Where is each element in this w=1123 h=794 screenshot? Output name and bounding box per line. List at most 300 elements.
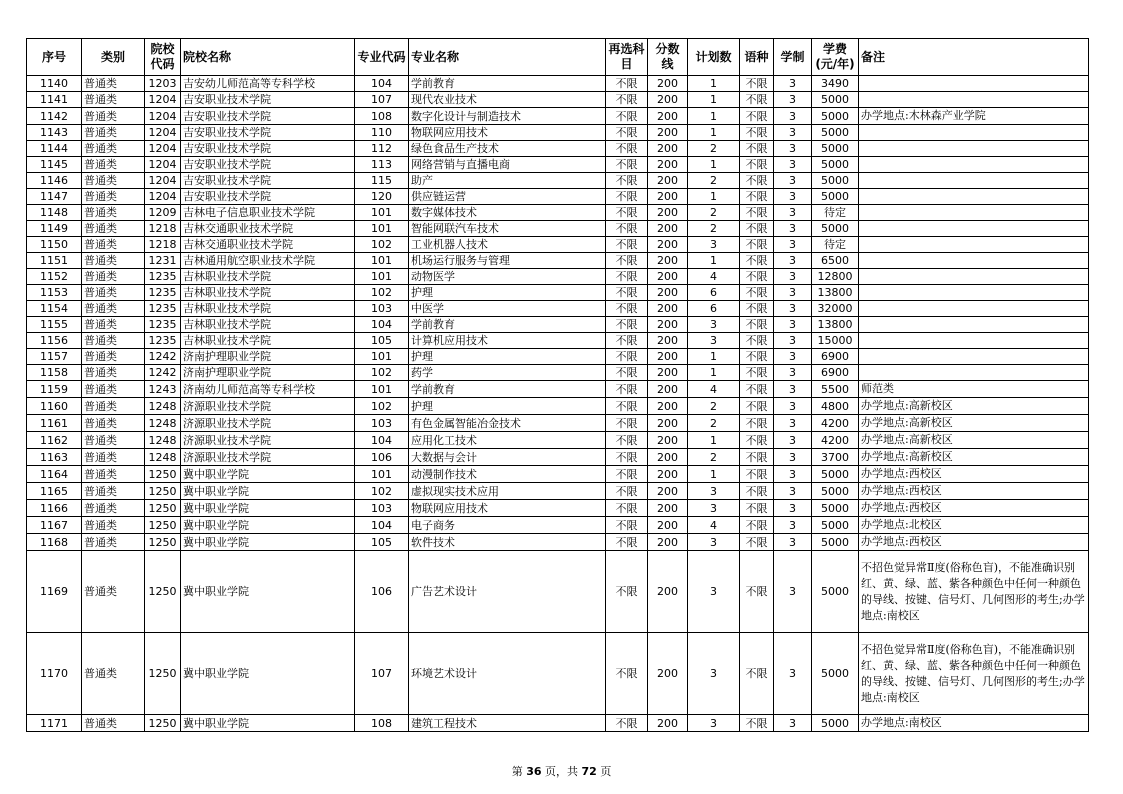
table-cell: 不限: [740, 517, 774, 534]
table-cell: 5000: [812, 125, 859, 141]
table-cell: 1250: [145, 517, 181, 534]
table-row: [27, 365, 1089, 381]
table-cell: 1150: [27, 237, 82, 253]
table-cell: 普通类: [82, 141, 145, 157]
table-cell: 普通类: [82, 381, 145, 398]
table-cell: 学前教育: [409, 76, 606, 92]
table-cell: 110: [355, 125, 409, 141]
table-cell: 4: [688, 517, 740, 534]
table-cell: 待定: [812, 237, 859, 253]
table-cell: 办学地点:北校区: [859, 517, 1089, 534]
table-cell: 不限: [740, 237, 774, 253]
table-cell: 105: [355, 333, 409, 349]
table-cell: 2: [688, 205, 740, 221]
table-cell: 1250: [145, 500, 181, 517]
table-cell: 2: [688, 141, 740, 157]
table-cell: 3: [688, 237, 740, 253]
table-cell: 101: [355, 205, 409, 221]
table-row: [27, 517, 1089, 534]
table-cell: 现代农业技术: [409, 92, 606, 108]
table-cell: 1158: [27, 365, 82, 381]
table-cell: 不限: [740, 301, 774, 317]
table-cell: 不限: [606, 333, 648, 349]
table-cell: 1235: [145, 317, 181, 333]
table-cell: 1231: [145, 253, 181, 269]
table-cell: 冀中职业学院: [181, 633, 355, 715]
table-cell: 1204: [145, 141, 181, 157]
table-cell: 102: [355, 365, 409, 381]
table-cell: 200: [648, 333, 688, 349]
table-cell: 不限: [606, 237, 648, 253]
column-header: 再选科目: [606, 39, 648, 76]
column-header: 分数线: [648, 39, 688, 76]
table-cell: 冀中职业学院: [181, 517, 355, 534]
table-cell: 不限: [606, 205, 648, 221]
table-cell: 普通类: [82, 398, 145, 415]
table-cell: [859, 205, 1089, 221]
table-cell: 3: [774, 483, 812, 500]
table-cell: 5000: [812, 108, 859, 125]
table-cell: 120: [355, 189, 409, 205]
table-cell: 200: [648, 449, 688, 466]
table-cell: 200: [648, 381, 688, 398]
table-cell: 不限: [740, 92, 774, 108]
table-cell: 3: [774, 551, 812, 633]
table-cell: 不限: [606, 551, 648, 633]
table-cell: 普通类: [82, 349, 145, 365]
table-cell: 不限: [740, 141, 774, 157]
table-row: [27, 551, 1089, 633]
table-cell: 吉林交通职业技术学院: [181, 221, 355, 237]
table-row: [27, 381, 1089, 398]
table-cell: 3: [774, 449, 812, 466]
table-row: [27, 141, 1089, 157]
table-cell: 大数据与会计: [409, 449, 606, 466]
table-cell: 不限: [606, 349, 648, 365]
table-cell: 1: [688, 157, 740, 173]
table-row: [27, 108, 1089, 125]
table-cell: 3: [688, 551, 740, 633]
table-cell: 3: [774, 92, 812, 108]
table-cell: 101: [355, 466, 409, 483]
table-cell: 不限: [606, 398, 648, 415]
table-cell: 吉林职业技术学院: [181, 285, 355, 301]
table-cell: 3: [774, 205, 812, 221]
table-cell: 3490: [812, 76, 859, 92]
table-cell: 3: [688, 483, 740, 500]
table-cell: 104: [355, 432, 409, 449]
table-cell: 1155: [27, 317, 82, 333]
table-cell: 1151: [27, 253, 82, 269]
table-cell: 吉林职业技术学院: [181, 317, 355, 333]
table-row: [27, 125, 1089, 141]
table-cell: 不限: [740, 269, 774, 285]
table-cell: 5000: [812, 141, 859, 157]
table-cell: 1170: [27, 633, 82, 715]
table-cell: 103: [355, 500, 409, 517]
table-row: [27, 301, 1089, 317]
table-cell: 101: [355, 269, 409, 285]
table-cell: 吉林职业技术学院: [181, 333, 355, 349]
table-cell: 3: [774, 108, 812, 125]
table-cell: 普通类: [82, 173, 145, 189]
table-cell: 办学地点:西校区: [859, 466, 1089, 483]
table-row: [27, 189, 1089, 205]
table-cell: 5000: [812, 221, 859, 237]
table-cell: 1164: [27, 466, 82, 483]
table-cell: 1248: [145, 432, 181, 449]
table-cell: 建筑工程技术: [409, 715, 606, 732]
table-cell: 普通类: [82, 76, 145, 92]
table-cell: 6900: [812, 349, 859, 365]
column-header: 院校代码: [145, 39, 181, 76]
table-cell: 3: [774, 365, 812, 381]
table-row: [27, 449, 1089, 466]
table-cell: 普通类: [82, 317, 145, 333]
table-cell: 200: [648, 551, 688, 633]
column-header: 序号: [27, 39, 82, 76]
table-cell: 办学地点:高新校区: [859, 432, 1089, 449]
table-cell: 5000: [812, 715, 859, 732]
table-cell: 4200: [812, 432, 859, 449]
table-cell: 1153: [27, 285, 82, 301]
table-cell: 吉林电子信息职业技术学院: [181, 205, 355, 221]
table-cell: 200: [648, 365, 688, 381]
table-cell: 普通类: [82, 415, 145, 432]
table-cell: 不招色觉异常Ⅱ度(俗称色盲)，不能准确识别红、黄、绿、蓝、紫各种颜色中任何一种颜色的导线、按键、信号灯、几何图形的考生;办学地点:南校区: [859, 633, 1089, 715]
footer-middle: 页，共: [545, 765, 578, 778]
table-cell: 5000: [812, 466, 859, 483]
table-cell: 1: [688, 349, 740, 365]
table-cell: 1: [688, 466, 740, 483]
table-cell: 4200: [812, 415, 859, 432]
table-cell: 济源职业技术学院: [181, 415, 355, 432]
table-cell: 不限: [606, 466, 648, 483]
table-cell: 学前教育: [409, 317, 606, 333]
table-cell: 200: [648, 253, 688, 269]
table-cell: 200: [648, 205, 688, 221]
table-cell: 5000: [812, 551, 859, 633]
table-cell: [859, 157, 1089, 173]
table-cell: 吉林职业技术学院: [181, 301, 355, 317]
table-cell: 吉安职业技术学院: [181, 92, 355, 108]
table-cell: 工业机器人技术: [409, 237, 606, 253]
table-cell: 吉林职业技术学院: [181, 269, 355, 285]
table-cell: 1145: [27, 157, 82, 173]
table-cell: 普通类: [82, 92, 145, 108]
table-cell: 中医学: [409, 301, 606, 317]
table-cell: 不限: [606, 125, 648, 141]
table-cell: 不限: [606, 381, 648, 398]
table-cell: 102: [355, 483, 409, 500]
table-cell: 200: [648, 415, 688, 432]
table-cell: 1250: [145, 483, 181, 500]
table-row: [27, 349, 1089, 365]
table-cell: 不限: [740, 381, 774, 398]
table-cell: 不限: [740, 333, 774, 349]
table-cell: 普通类: [82, 715, 145, 732]
table-cell: 3: [774, 125, 812, 141]
table-cell: 1143: [27, 125, 82, 141]
table-cell: 1250: [145, 534, 181, 551]
table-cell: 普通类: [82, 157, 145, 173]
column-header: 院校名称: [181, 39, 355, 76]
table-cell: 1248: [145, 415, 181, 432]
column-header: 备注: [859, 39, 1089, 76]
table-cell: 吉安职业技术学院: [181, 189, 355, 205]
table-cell: 不限: [606, 157, 648, 173]
table-cell: 2: [688, 449, 740, 466]
table-cell: 吉林通用航空职业技术学院: [181, 253, 355, 269]
table-cell: 吉安职业技术学院: [181, 157, 355, 173]
table-cell: 办学地点:西校区: [859, 483, 1089, 500]
table-cell: 济源职业技术学院: [181, 449, 355, 466]
table-cell: 15000: [812, 333, 859, 349]
table-cell: [859, 301, 1089, 317]
table-cell: 200: [648, 237, 688, 253]
table-cell: 200: [648, 108, 688, 125]
table-cell: 1235: [145, 301, 181, 317]
table-cell: 普通类: [82, 500, 145, 517]
table-cell: 普通类: [82, 483, 145, 500]
table-cell: 机场运行服务与管理: [409, 253, 606, 269]
table-cell: 1146: [27, 173, 82, 189]
table-cell: 3: [774, 349, 812, 365]
table-cell: 不限: [740, 125, 774, 141]
table-cell: 1166: [27, 500, 82, 517]
table-cell: 3: [774, 415, 812, 432]
table-cell: 101: [355, 381, 409, 398]
table-cell: 1204: [145, 189, 181, 205]
table-row: [27, 76, 1089, 92]
table-cell: 冀中职业学院: [181, 466, 355, 483]
table-cell: 动物医学: [409, 269, 606, 285]
table-cell: 不限: [740, 398, 774, 415]
table-cell: 3: [688, 333, 740, 349]
table-cell: 不限: [606, 517, 648, 534]
table-cell: 3: [774, 633, 812, 715]
table-cell: 办学地点:南校区: [859, 715, 1089, 732]
table-cell: 1: [688, 92, 740, 108]
table-cell: 1250: [145, 551, 181, 633]
table-cell: 1242: [145, 349, 181, 365]
table-cell: 5000: [812, 633, 859, 715]
table-cell: 1156: [27, 333, 82, 349]
table-cell: 1159: [27, 381, 82, 398]
table-cell: 应用化工技术: [409, 432, 606, 449]
table-row: [27, 398, 1089, 415]
table-cell: 1235: [145, 333, 181, 349]
table-cell: [859, 189, 1089, 205]
table-cell: 普通类: [82, 449, 145, 466]
table-row: [27, 333, 1089, 349]
table-cell: 102: [355, 398, 409, 415]
table-cell: 吉安职业技术学院: [181, 125, 355, 141]
table-cell: 不限: [740, 534, 774, 551]
table-cell: 1142: [27, 108, 82, 125]
table-cell: 101: [355, 349, 409, 365]
table-cell: 不限: [606, 108, 648, 125]
table-cell: 不限: [606, 432, 648, 449]
table-cell: 普通类: [82, 517, 145, 534]
table-cell: 1157: [27, 349, 82, 365]
table-cell: 网络营销与直播电商: [409, 157, 606, 173]
table-cell: 办学地点:西校区: [859, 534, 1089, 551]
table-cell: 3: [688, 715, 740, 732]
table-cell: 3: [774, 500, 812, 517]
table-cell: 不限: [606, 483, 648, 500]
table-cell: 3: [774, 333, 812, 349]
table-cell: 普通类: [82, 205, 145, 221]
table-cell: 1: [688, 365, 740, 381]
table-row: [27, 92, 1089, 108]
table-cell: 1160: [27, 398, 82, 415]
table-cell: 113: [355, 157, 409, 173]
table-cell: 32000: [812, 301, 859, 317]
table-cell: 3: [774, 173, 812, 189]
table-cell: 不限: [606, 317, 648, 333]
table-cell: 1203: [145, 76, 181, 92]
table-cell: [859, 333, 1089, 349]
table-cell: 1163: [27, 449, 82, 466]
table-cell: 有色金属智能冶金技术: [409, 415, 606, 432]
table-cell: 冀中职业学院: [181, 483, 355, 500]
table-cell: 冀中职业学院: [181, 551, 355, 633]
table-cell: 103: [355, 301, 409, 317]
table-cell: 不限: [606, 173, 648, 189]
table-cell: 1: [688, 76, 740, 92]
table-cell: 物联网应用技术: [409, 125, 606, 141]
table-cell: 1154: [27, 301, 82, 317]
table-cell: 绿色食品生产技术: [409, 141, 606, 157]
table-row: [27, 285, 1089, 301]
table-cell: 普通类: [82, 365, 145, 381]
footer-total-pages: 72: [581, 765, 597, 778]
admission-plan-table: [26, 38, 1089, 732]
table-cell: 数字媒体技术: [409, 205, 606, 221]
table-cell: 1149: [27, 221, 82, 237]
table-cell: 3: [774, 317, 812, 333]
table-cell: 5000: [812, 500, 859, 517]
table-cell: 1: [688, 108, 740, 125]
table-cell: 冀中职业学院: [181, 534, 355, 551]
table-cell: 不限: [740, 432, 774, 449]
table-row: [27, 715, 1089, 732]
table-cell: 200: [648, 301, 688, 317]
table-cell: 不限: [606, 415, 648, 432]
table-cell: 电子商务: [409, 517, 606, 534]
table-cell: 护理: [409, 349, 606, 365]
table-cell: 普通类: [82, 551, 145, 633]
table-cell: 不限: [606, 715, 648, 732]
table-cell: 200: [648, 76, 688, 92]
table-row: [27, 157, 1089, 173]
table-cell: 普通类: [82, 534, 145, 551]
table-cell: 200: [648, 317, 688, 333]
table-cell: 1: [688, 189, 740, 205]
table-cell: 200: [648, 483, 688, 500]
table-cell: 冀中职业学院: [181, 715, 355, 732]
table-cell: 供应链运营: [409, 189, 606, 205]
table-cell: 200: [648, 92, 688, 108]
table-cell: 1148: [27, 205, 82, 221]
table-cell: 200: [648, 633, 688, 715]
column-header: 专业名称: [409, 39, 606, 76]
table-cell: 待定: [812, 205, 859, 221]
table-cell: 3: [688, 633, 740, 715]
table-cell: 3: [774, 269, 812, 285]
table-cell: 1: [688, 125, 740, 141]
column-header: 专业代码: [355, 39, 409, 76]
table-cell: 不限: [606, 269, 648, 285]
table-cell: 1168: [27, 534, 82, 551]
table-cell: 101: [355, 221, 409, 237]
table-cell: 3700: [812, 449, 859, 466]
table-row: [27, 173, 1089, 189]
table-cell: 济源职业技术学院: [181, 398, 355, 415]
table-cell: 1152: [27, 269, 82, 285]
table-cell: 不限: [740, 221, 774, 237]
table-cell: 112: [355, 141, 409, 157]
table-cell: 200: [648, 141, 688, 157]
table-cell: 5000: [812, 173, 859, 189]
table-cell: 不限: [740, 449, 774, 466]
table-cell: 108: [355, 715, 409, 732]
table-cell: [859, 221, 1089, 237]
table-cell: 普通类: [82, 237, 145, 253]
table-cell: 1204: [145, 108, 181, 125]
table-cell: 1: [688, 253, 740, 269]
table-cell: 1235: [145, 285, 181, 301]
table-cell: 不限: [740, 108, 774, 125]
table-cell: 200: [648, 715, 688, 732]
table-cell: 不限: [606, 534, 648, 551]
table-cell: 1243: [145, 381, 181, 398]
table-cell: 办学地点:高新校区: [859, 398, 1089, 415]
table-cell: 3: [774, 141, 812, 157]
table-cell: 1204: [145, 157, 181, 173]
table-cell: 不限: [606, 92, 648, 108]
table-cell: 普通类: [82, 125, 145, 141]
table-row: [27, 269, 1089, 285]
column-header: 语种: [740, 39, 774, 76]
table-cell: 1161: [27, 415, 82, 432]
table-cell: 不限: [740, 157, 774, 173]
table-cell: 助产: [409, 173, 606, 189]
table-cell: 107: [355, 633, 409, 715]
table-cell: 不限: [740, 173, 774, 189]
table-cell: [859, 269, 1089, 285]
table-cell: 不限: [606, 141, 648, 157]
table-cell: 1144: [27, 141, 82, 157]
table-cell: 普通类: [82, 432, 145, 449]
table-cell: 吉安职业技术学院: [181, 141, 355, 157]
table-cell: 3: [774, 221, 812, 237]
table-cell: 吉林交通职业技术学院: [181, 237, 355, 253]
table-cell: 3: [774, 189, 812, 205]
table-cell: 虚拟现实技术应用: [409, 483, 606, 500]
table-cell: 智能网联汽车技术: [409, 221, 606, 237]
table-cell: 4800: [812, 398, 859, 415]
page-footer: [0, 763, 1123, 779]
table-cell: 102: [355, 285, 409, 301]
table-cell: 200: [648, 221, 688, 237]
table-cell: 济南幼儿师范高等专科学校: [181, 381, 355, 398]
table-cell: 不限: [606, 285, 648, 301]
table-cell: 107: [355, 92, 409, 108]
table-cell: 普通类: [82, 301, 145, 317]
table-cell: 1167: [27, 517, 82, 534]
